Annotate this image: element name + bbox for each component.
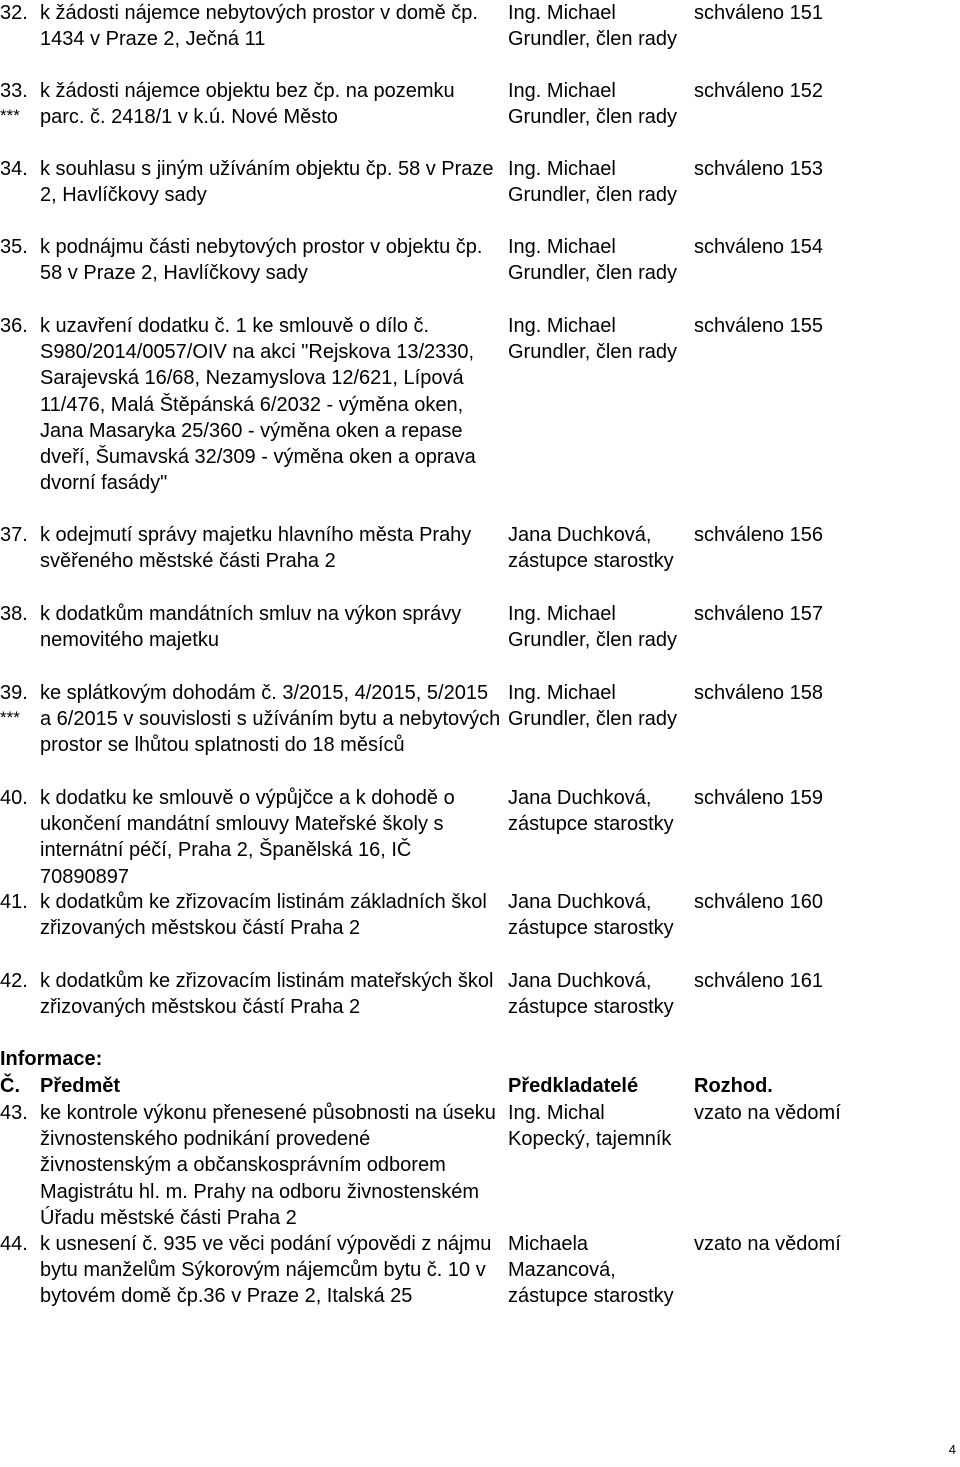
item-description: k souhlasu s jiným užíváním objektu čp. 58 v Praze 2, Havlíčkovy sady — [40, 158, 494, 207]
item-submitter: Ing. Michael Grundler, člen rady — [508, 682, 677, 731]
item-number: 40. — [0, 787, 28, 809]
item-description: ke splátkovým dohodám č. 3/2015, 4/2015, 5/2015 a 6/2015 v souvislosti s užíváním bytu a nebytových prostor se lhůtou splatnosti do 18 měsíců — [40, 682, 501, 757]
info-section-heading: Informace: — [0, 1048, 103, 1070]
item-result: schváleno 160 — [694, 891, 823, 913]
item-submitter: Ing. Michael Grundler, člen rady — [508, 80, 677, 129]
item-number: 43. — [0, 1102, 28, 1124]
item-description: ke kontrole výkonu přenesené působnosti na úseku živnostenského podnikání provedené živnostenským a občanskosprávním odborem Magistrátu hl. m. Prahy na odboru živnostenském Úřadu městské části Praha 2 — [40, 1102, 496, 1229]
item-submitter: Ing. Michael Grundler, člen rady — [508, 236, 677, 285]
item-submitter: Michaela Mazancová, zástupce starostky — [508, 1233, 674, 1308]
item-submitter: Ing. Michael Grundler, člen rady — [508, 315, 677, 364]
item-description: k dodatkům ke zřizovacím listinám základních škol zřizovaných městskou částí Praha 2 — [40, 891, 487, 940]
item-submitter: Jana Duchková, zástupce starostky — [508, 524, 674, 573]
item-result: schváleno 159 — [694, 787, 823, 809]
item-number: 36. — [0, 315, 28, 337]
item-result: schváleno 157 — [694, 603, 823, 625]
item-result: vzato na vědomí — [694, 1102, 841, 1124]
item-description: k uzavření dodatku č. 1 ke smlouvě o dílo č. S980/2014/0057/OIV na akci "Rejskova 13/2330, Sarajevská 16/68, Nezamyslova 12/621, Lípová 11/476, Malá Štěpánská 6/2032 - výměna oken, Jana Masaryka 25/360 - výměna oken a repase dveří, Šumavská 32/309 - výměna oken a oprava dvorní fasády" — [40, 315, 476, 495]
item-submitter: Jana Duchková, zástupce starostky — [508, 787, 674, 836]
item-submitter: Ing. Michal Kopecký, tajemník — [508, 1102, 672, 1151]
item-number: 34. — [0, 158, 28, 180]
header-decision: Rozhod. — [694, 1075, 773, 1097]
item-description: k podnájmu části nebytových prostor v objektu čp. 58 v Praze 2, Havlíčkovy sady — [40, 236, 483, 285]
item-description: k dodatku ke smlouvě o výpůjčce a k dohodě o ukončení mandátní smlouvy Mateřské školy s internátní péčí, Praha 2, Španělská 16, IČ 70890897 — [40, 787, 455, 888]
item-result: vzato na vědomí — [694, 1233, 841, 1255]
header-subject: Předmět — [40, 1075, 121, 1097]
page-number: 4 — [948, 1442, 956, 1457]
item-description: k žádosti nájemce nebytových prostor v domě čp. 1434 v Praze 2, Ječná 11 — [40, 2, 478, 51]
item-result: schváleno 158 — [694, 682, 823, 704]
item-number: 32. — [0, 2, 28, 24]
item-description: k žádosti nájemce objektu bez čp. na pozemku parc. č. 2418/1 v k.ú. Nové Město — [40, 80, 455, 129]
item-result: schváleno 153 — [694, 158, 823, 180]
item-result: schváleno 154 — [694, 236, 823, 258]
item-result: schváleno 161 — [694, 970, 823, 992]
item-submitter: Ing. Michael Grundler, člen rady — [508, 2, 677, 51]
item-number: 38. — [0, 603, 28, 625]
item-number: 35. — [0, 236, 28, 258]
item-submitter: Ing. Michael Grundler, člen rady — [508, 158, 677, 207]
item-submitter: Ing. Michael Grundler, člen rady — [508, 603, 677, 652]
header-number: Č. — [0, 1075, 20, 1097]
item-description: k odejmutí správy majetku hlavního města Prahy svěřeného městské části Praha 2 — [40, 524, 472, 573]
item-description: k dodatkům ke zřizovacím listinám mateřských škol zřizovaných městskou částí Praha 2 — [40, 970, 494, 1019]
item-result: schváleno 155 — [694, 315, 823, 337]
item-result: schváleno 151 — [694, 2, 823, 24]
item-number: 39. *** — [0, 682, 28, 728]
item-description: k usnesení č. 935 ve věci podání výpovědi z nájmu bytu manželům Sýkorovým nájemcům bytu č. 10 v bytovém domě čp.36 v Praze 2, Italská 25 — [40, 1233, 492, 1308]
header-submitter: Předkladatelé — [508, 1075, 639, 1097]
item-result: schváleno 156 — [694, 524, 823, 546]
item-result: schváleno 152 — [694, 80, 823, 102]
item-number: 33. *** — [0, 80, 28, 126]
item-number: 41. — [0, 891, 28, 913]
item-number: 37. — [0, 524, 28, 546]
item-submitter: Jana Duchková, zástupce starostky — [508, 970, 674, 1019]
item-submitter: Jana Duchková, zástupce starostky — [508, 891, 674, 940]
item-number: 42. — [0, 970, 28, 992]
item-description: k dodatkům mandátních smluv na výkon správy nemovitého majetku — [40, 603, 462, 652]
item-number: 44. — [0, 1233, 28, 1255]
